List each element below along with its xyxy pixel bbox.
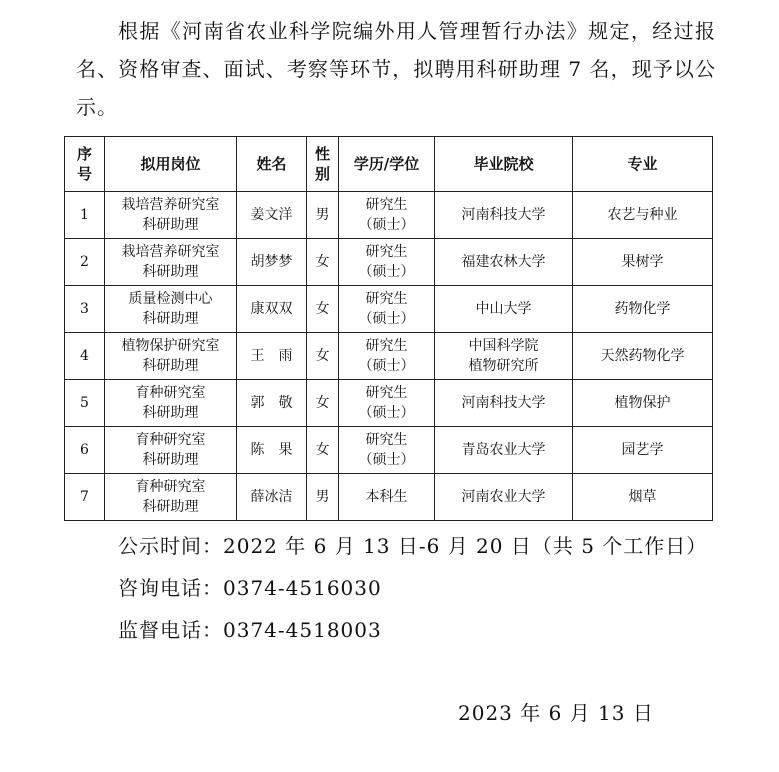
cell-education: 本科生 [339,474,435,521]
cell-name: 郭 敬 [237,380,307,427]
table-row [65,286,713,333]
cell-school: 河南农业大学 [435,474,573,521]
table-row [65,474,713,521]
cell-position: 育种研究室 科研助理 [105,427,237,474]
header-school: 毕业院校 [435,137,573,192]
cell-gender: 女 [307,427,339,474]
cell-gender: 女 [307,286,339,333]
cell-name: 胡梦梦 [237,239,307,286]
cell-position: 栽培营养研究室 科研助理 [105,192,237,239]
cell-major: 天然药物化学 [573,333,713,380]
cell-name: 康双双 [237,286,307,333]
cell-gender: 男 [307,192,339,239]
cell-major: 烟草 [573,474,713,521]
cell-gender: 男 [307,474,339,521]
header-position: 拟用岗位 [105,137,237,192]
cell-index: 4 [65,333,105,380]
cell-gender: 女 [307,333,339,380]
table-row [65,380,713,427]
cell-position: 栽培营养研究室 科研助理 [105,239,237,286]
hiring-table [64,136,713,521]
cell-education: 研究生 （硕士） [339,333,435,380]
cell-index: 5 [65,380,105,427]
cell-school: 中山大学 [435,286,573,333]
cell-name: 陈 果 [237,427,307,474]
table-row [65,239,713,286]
cell-position: 育种研究室 科研助理 [105,474,237,521]
header-major: 专业 [573,137,713,192]
cell-major: 园艺学 [573,427,713,474]
announcement-period: 公示时间：2022 年 6 月 13 日-6 月 20 日（共 5 个工作日） [118,534,708,558]
header-gender: 性 别 [307,137,339,192]
cell-school: 中国科学院 植物研究所 [435,333,573,380]
cell-education: 研究生 （硕士） [339,427,435,474]
header-index: 序 号 [65,137,105,192]
intro-paragraph: 根据《河南省农业科学院编外用人管理暂行办法》规定，经过报名、资格审查、面试、考察等环节，拟聘用科研助理 7 名，现予以公示。 [76,19,716,119]
table-header-row [65,137,713,192]
header-name: 姓名 [237,137,307,192]
cell-gender: 女 [307,239,339,286]
table-row [65,192,713,239]
cell-school: 福建农林大学 [435,239,573,286]
header-education: 学历/学位 [339,137,435,192]
cell-index: 3 [65,286,105,333]
cell-education: 研究生 （硕士） [339,192,435,239]
cell-major: 药物化学 [573,286,713,333]
cell-position: 质量检测中心 科研助理 [105,286,237,333]
cell-gender: 女 [307,380,339,427]
table-row [65,333,713,380]
supervision-phone: 监督电话：0374-4518003 [118,618,382,642]
table-body [65,192,713,521]
cell-major: 果树学 [573,239,713,286]
cell-index: 2 [65,239,105,286]
cell-position: 植物保护研究室 科研助理 [105,333,237,380]
cell-major: 农艺与种业 [573,192,713,239]
cell-school: 青岛农业大学 [435,427,573,474]
cell-education: 研究生 （硕士） [339,380,435,427]
cell-name: 薛冰洁 [237,474,307,521]
cell-index: 6 [65,427,105,474]
cell-education: 研究生 （硕士） [339,286,435,333]
cell-name: 姜文洋 [237,192,307,239]
cell-index: 1 [65,192,105,239]
announcement-date: 2023 年 6 月 13 日 [458,701,654,725]
cell-major: 植物保护 [573,380,713,427]
cell-school: 河南科技大学 [435,380,573,427]
cell-school: 河南科技大学 [435,192,573,239]
inquiry-phone: 咨询电话：0374-4516030 [118,576,382,600]
table-row [65,427,713,474]
cell-education: 研究生 （硕士） [339,239,435,286]
cell-position: 育种研究室 科研助理 [105,380,237,427]
cell-index: 7 [65,474,105,521]
cell-name: 王 雨 [237,333,307,380]
